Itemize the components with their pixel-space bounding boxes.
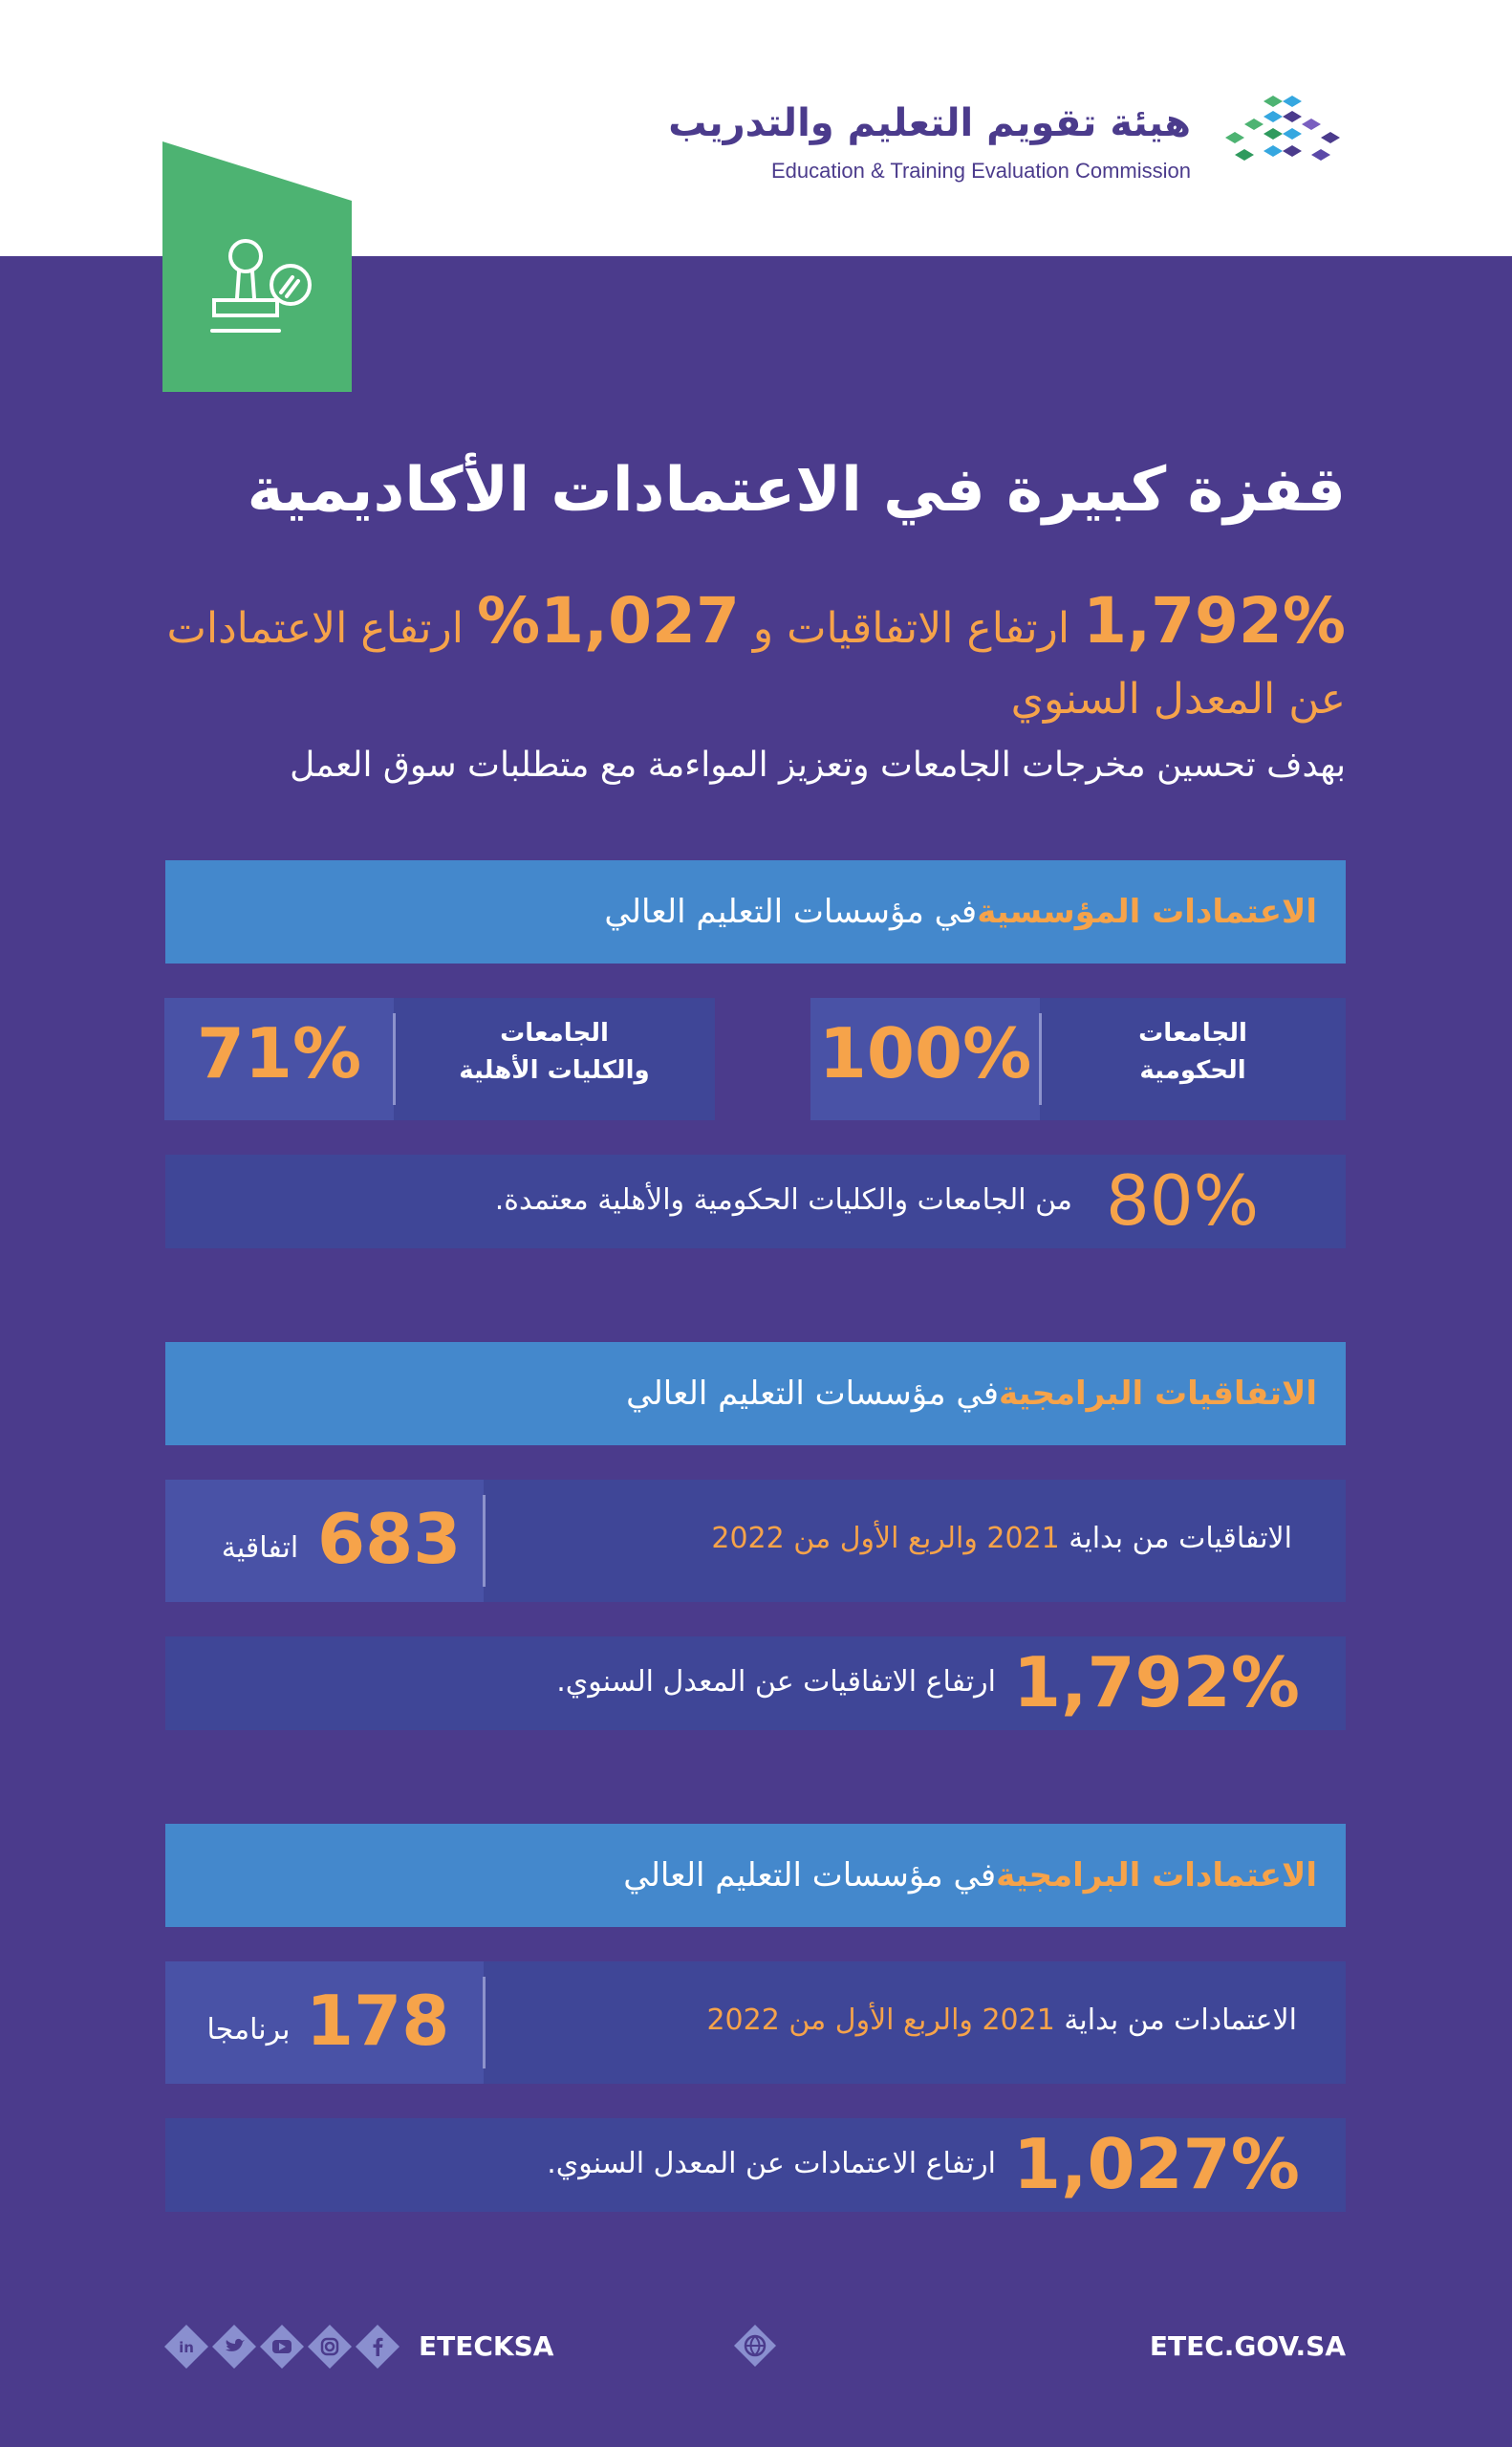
- row-programs-growth-text: ارتفاع الاعتمادات عن المعدل السنوي.: [547, 2147, 996, 2180]
- card-government-label-line-2: الحكومية: [1139, 1056, 1246, 1085]
- card-government-value: 100%: [818, 1013, 1032, 1094]
- subtitle-big-1: 1,792%: [1083, 584, 1346, 658]
- row-agreements-unit: اتفاقية: [221, 1531, 299, 1565]
- stamp-icon: [162, 141, 352, 392]
- website-link[interactable]: ETEC.GOV.SA: [1149, 2330, 1346, 2362]
- bar-highlight: الاعتمادات المؤسسية: [977, 893, 1317, 931]
- section-program-agreements-bar: [165, 1342, 1346, 1445]
- instagram-icon[interactable]: [308, 2325, 352, 2369]
- row-programs-text-prefix: الاعتمادات من بداية: [1054, 2003, 1297, 2037]
- subtitle-text-1: ارتفاع الاتفاقيات و: [739, 604, 1084, 653]
- subtitle-line-2: عن المعدل السنوي: [1010, 675, 1346, 724]
- row-agreements-growth-text: ارتفاع الاتفاقيات عن المعدل السنوي.: [556, 1665, 996, 1699]
- row-programs-growth-value: 1,027%: [1013, 2124, 1300, 2204]
- card-government-label: [1040, 1015, 1346, 1090]
- facebook-icon[interactable]: [356, 2325, 400, 2369]
- row-programs-unit: برنامجا: [206, 2013, 291, 2046]
- row-programs-text: [504, 2003, 1297, 2037]
- social-handle[interactable]: ETECKSA: [419, 2330, 554, 2362]
- card-private-value: 71%: [196, 1013, 362, 1094]
- row-accredited-share-value: 80%: [1105, 1160, 1260, 1241]
- bar-highlight: الاتفاقيات البرامجية: [998, 1375, 1317, 1413]
- row-agreements-text-prefix: الاتفاقيات من بداية: [1059, 1522, 1292, 1555]
- row-agreements-text: [508, 1522, 1292, 1555]
- row-accredited-share-text: من الجامعات والكليات الحكومية والأهلية معتمدة.: [494, 1183, 1072, 1217]
- subtitle-big-2: 1,027%: [476, 584, 740, 658]
- page-title: قفزة كبيرة في الاعتمادات الأكاديمية: [247, 455, 1346, 526]
- divider: [483, 1495, 486, 1587]
- linkedin-icon[interactable]: [164, 2325, 208, 2369]
- subtitle-text-2: ارتفاع الاعتمادات: [166, 604, 477, 653]
- subtitle: [161, 574, 1346, 731]
- subtitle-line-1: [161, 574, 1346, 668]
- twitter-icon[interactable]: [212, 2325, 256, 2369]
- row-agreements-growth-value: 1,792%: [1013, 1642, 1300, 1722]
- youtube-icon[interactable]: [260, 2325, 304, 2369]
- row-programs-number: 178: [306, 1981, 450, 2061]
- bar-rest: في مؤسسات التعليم العالي: [604, 893, 978, 931]
- divider: [483, 1977, 486, 2068]
- row-programs-text-highlight: 2021 والربع الأول من 2022: [706, 2003, 1055, 2037]
- globe-icon[interactable]: [734, 2325, 776, 2367]
- bar-rest: في مؤسسات التعليم العالي: [623, 1856, 997, 1895]
- row-agreements-text-highlight: 2021 والربع الأول من 2022: [711, 1522, 1060, 1555]
- bar-highlight: الاعتمادات البرامجية: [996, 1856, 1317, 1895]
- etec-logo-icon: [1206, 92, 1350, 187]
- org-name-arabic: هيئة تقويم التعليم والتدريب: [668, 101, 1191, 145]
- svg-text:in: in: [179, 2339, 194, 2356]
- section-institutional-accreditation-bar: [165, 860, 1346, 964]
- org-name-english: Education & Training Evaluation Commission: [770, 159, 1191, 183]
- card-private-label-line-1: الجامعات: [500, 1019, 609, 1048]
- bar-rest: في مؤسسات التعليم العالي: [626, 1375, 999, 1413]
- section-program-accreditation-bar: [165, 1824, 1346, 1927]
- row-agreements-number: 683: [317, 1499, 462, 1579]
- card-private-label: [394, 1015, 715, 1090]
- card-government-label-line-1: الجامعات: [1138, 1019, 1247, 1048]
- aim-statement: بهدف تحسين مخرجات الجامعات وتعزيز المواءمة مع متطلبات سوق العمل: [290, 746, 1346, 785]
- card-private-label-line-2: والكليات الأهلية: [459, 1056, 650, 1085]
